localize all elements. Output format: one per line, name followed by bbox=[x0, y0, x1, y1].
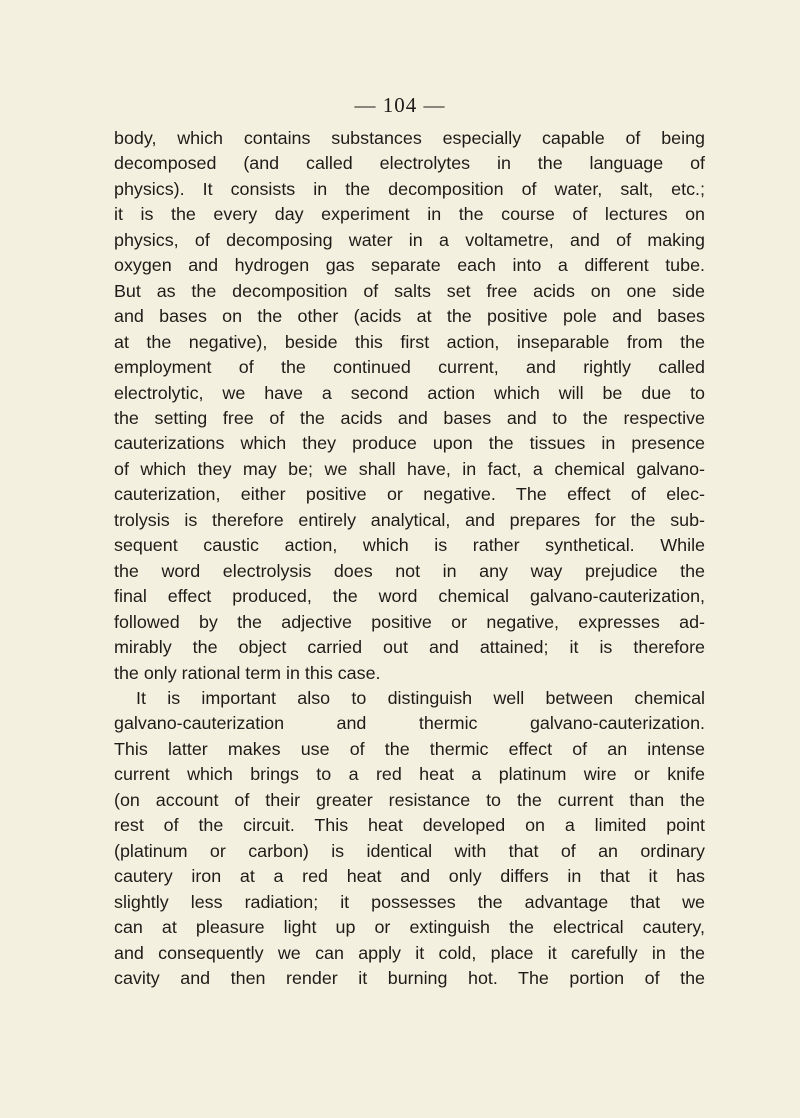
text-line: galvano-cauterization and thermic galvano-cauterization. bbox=[114, 713, 705, 734]
text-line: physics, of decomposing water in a voltametre, and of making bbox=[114, 229, 705, 250]
page-number: — 104 — bbox=[354, 93, 446, 117]
text-line: (platinum or carbon) is identical with that of an ordinary bbox=[114, 840, 705, 861]
text-line: decomposed (and called electrolytes in the language of bbox=[114, 153, 705, 174]
text-line: of which they may be; we shall have, in fact, a chemical galvano- bbox=[114, 458, 705, 479]
text-line: followed by the adjective positive or negative, expresses ad- bbox=[114, 611, 705, 632]
paragraph-2 bbox=[114, 686, 705, 991]
text-line: (on account of their greater resistance to the current than the bbox=[114, 789, 705, 810]
text-line: This latter makes use of the thermic effect of an intense bbox=[114, 738, 705, 759]
text-line: the word electrolysis does not in any way prejudice the bbox=[114, 560, 705, 581]
text-line: the only rational term in this case. bbox=[114, 662, 381, 683]
text-line: current which brings to a red heat a platinum wire or knife bbox=[114, 764, 705, 785]
text-line: slightly less radiation; it possesses the advantage that we bbox=[114, 891, 705, 912]
paragraph-1 bbox=[114, 126, 705, 686]
text-line: rest of the circuit. This heat developed on a limited point bbox=[114, 815, 705, 836]
text-line: body, which contains substances especially capable of being bbox=[114, 128, 705, 148]
text-line: can at pleasure light up or extinguish the electrical cautery, bbox=[114, 917, 705, 938]
text-line: and bases on the other (acids at the positive pole and bases bbox=[114, 306, 705, 327]
text-line: the setting free of the acids and bases and to the respective bbox=[114, 407, 705, 428]
text-line: cauterizations which they produce upon the tissues in presence bbox=[114, 433, 705, 454]
text-line: But as the decomposition of salts set free acids on one side bbox=[114, 280, 705, 301]
text-line: and consequently we can apply it cold, place it carefully in the bbox=[114, 942, 705, 963]
body-text bbox=[114, 126, 705, 991]
text-line: it is the every day experiment in the course of lectures on bbox=[114, 204, 705, 225]
text-line: sequent caustic action, which is rather synthetical. While bbox=[114, 535, 705, 556]
text-line: oxygen and hydrogen gas separate each into a different tube. bbox=[114, 255, 705, 276]
text-line: electrolytic, we have a second action which will be due to bbox=[114, 382, 705, 403]
text-line: final effect produced, the word chemical galvano-cauterization, bbox=[114, 586, 705, 607]
text-line: trolysis is therefore entirely analytical, and prepares for the sub- bbox=[114, 509, 705, 530]
text-line: employment of the continued current, and rightly called bbox=[114, 357, 705, 378]
text-line: cautery iron at a red heat and only differs in that it has bbox=[114, 866, 705, 887]
text-line: physics). It consists in the decomposition of water, salt, etc.; bbox=[114, 178, 705, 199]
text-line: at the negative), beside this first action, inseparable from the bbox=[114, 331, 705, 352]
text-line: It is important also to distinguish well between chemical bbox=[136, 687, 705, 708]
text-line: cauterization, either positive or negative. The effect of elec- bbox=[114, 484, 705, 505]
text-line: mirably the object carried out and attained; it is therefore bbox=[114, 637, 705, 658]
text-line: cavity and then render it burning hot. The portion of the bbox=[114, 967, 705, 988]
